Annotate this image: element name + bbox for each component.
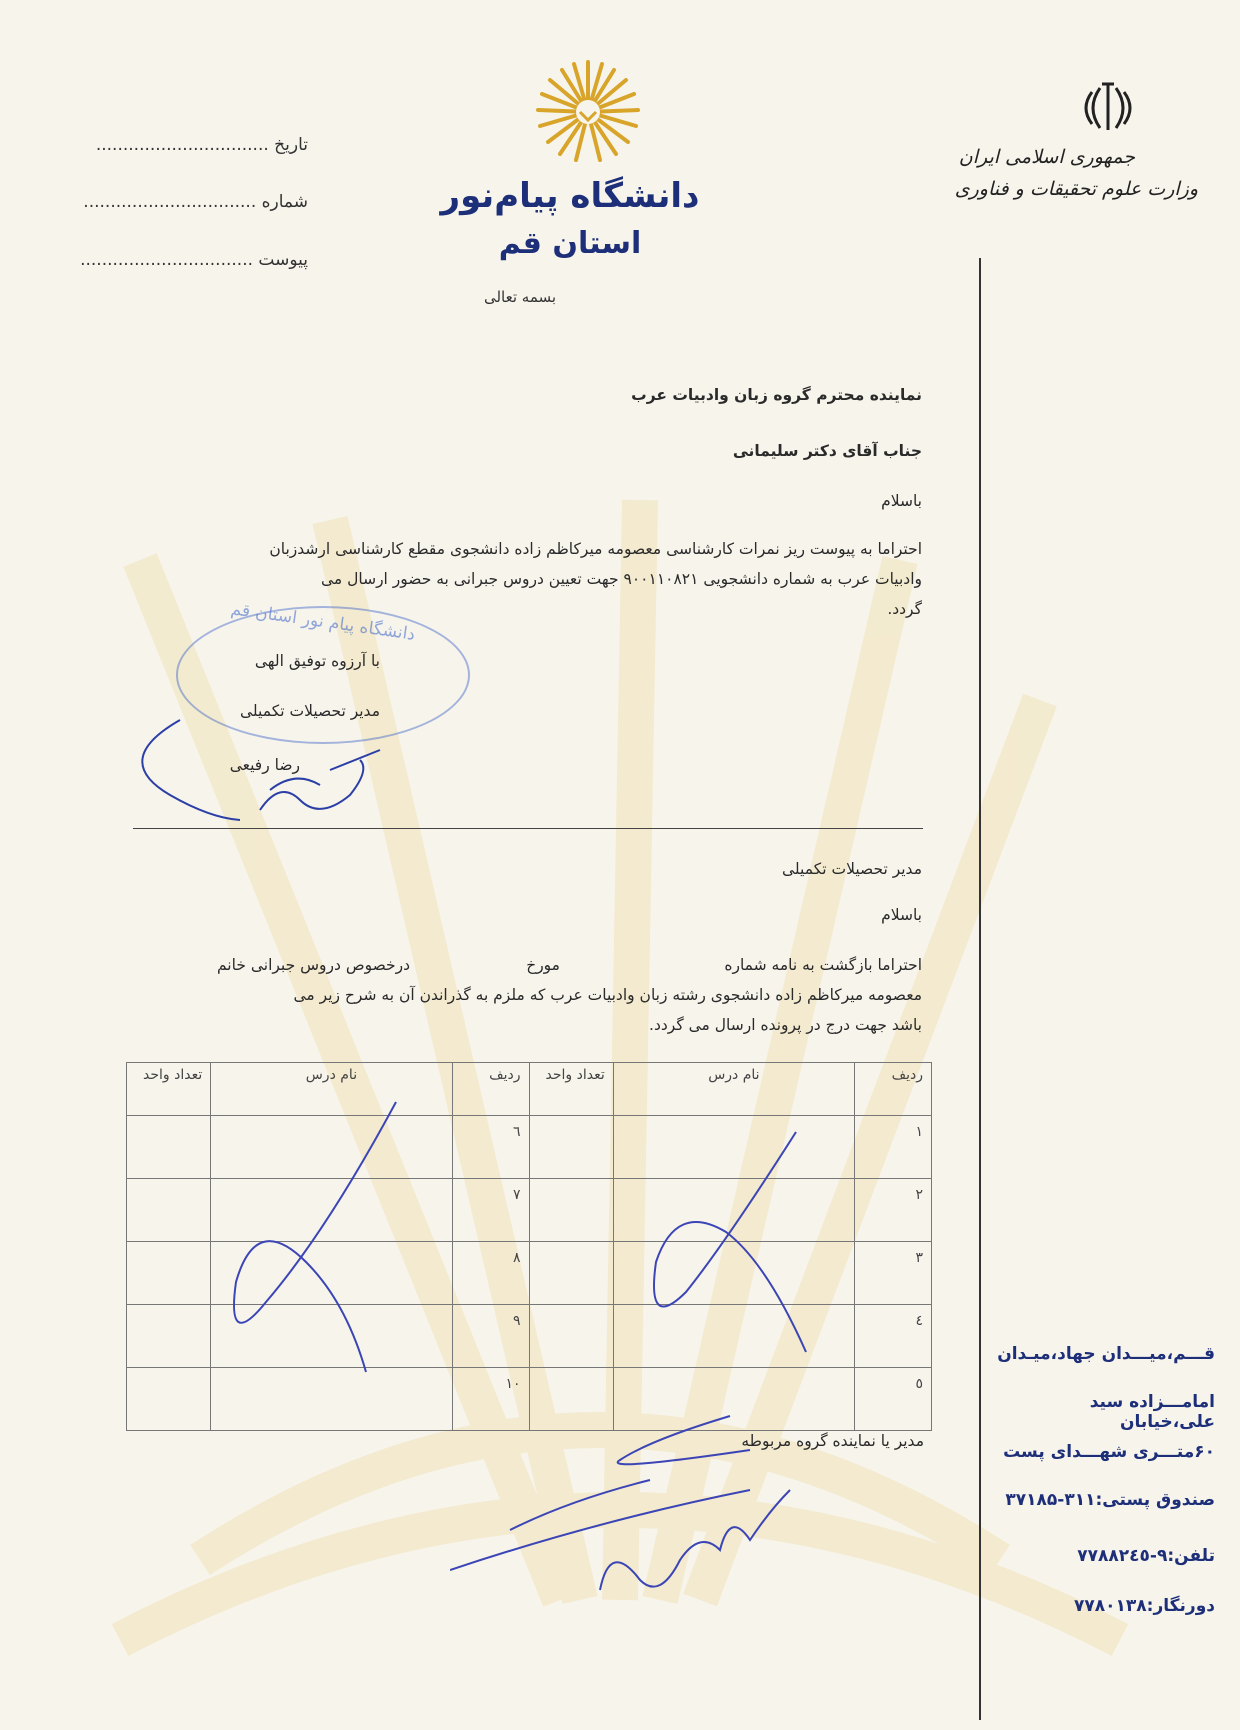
letter1-body-line1: احتراما به پیوست ریز نمرات کارشناسی معصومه میرکاظم زاده دانشجوی مقطع کارشناسی ارشدزبان: [269, 540, 922, 558]
payame-noor-logo-icon: [534, 58, 642, 166]
address-line4: صندوق پستی:۳۱۱-۳۷۱۸۵: [1005, 1490, 1215, 1510]
university-name: دانشگاه پیام‌نور: [440, 176, 700, 216]
section-divider: [133, 828, 923, 829]
row-number: ۲: [855, 1179, 932, 1242]
letter2-line1-b: مورخ: [526, 956, 560, 974]
table-strike-marks: [126, 1062, 932, 1382]
col-course-right: نام درس: [613, 1063, 854, 1116]
col-course-left: نام درس: [211, 1063, 452, 1116]
letter2-line3: باشد جهت درج در پرونده ارسال می گردد.: [649, 1016, 922, 1034]
attachment-label: پیوست: [258, 250, 308, 270]
address-line6: دورنگار:۷۷۸۰۱۳۸: [1074, 1596, 1215, 1616]
date-label: تاریخ: [274, 135, 308, 155]
date-field: [48, 135, 308, 155]
iran-emblem-icon: [1078, 78, 1138, 138]
letter1-signer-name: رضا رفیعی: [229, 756, 300, 774]
emblem-line1: جمهوری اسلامی ایران: [958, 146, 1135, 168]
letter2-line1-a: احتراما بازگشت به نامه شماره: [724, 956, 922, 974]
row-number: ۹: [452, 1305, 529, 1368]
address-line2: امامـــزاده سید علی،خیابان: [1089, 1392, 1215, 1432]
letter1-body-line2: وادبیات عرب به شماره دانشجویی ۹۰۰۱۱۰۸۲۱ جهت تعیین دروس جبرانی به حضور ارسال می: [320, 570, 922, 588]
row-number: ۳: [855, 1242, 932, 1305]
emblem-line2: وزارت علوم تحقیقات و فناوری: [954, 178, 1198, 200]
number-label: شماره: [261, 192, 308, 212]
address-line5: تلفن:۹-۷۷۸۸۲٤٥: [1077, 1546, 1215, 1566]
date-dots: ................................: [95, 135, 269, 155]
number-dots: ................................: [83, 192, 257, 212]
attachment-dots: ................................: [80, 250, 253, 270]
address-line1: قـــم،میـــدان جهاد،میـدان: [997, 1344, 1215, 1364]
bismillah-text: بسمه تعالی: [483, 288, 557, 306]
row-number: ۱۰: [452, 1368, 529, 1431]
row-number: ٦: [452, 1116, 529, 1179]
col-row-right: ردیف: [855, 1063, 932, 1116]
col-units-right: تعداد واحد: [529, 1063, 613, 1116]
letter1-signer-title: مدیر تحصیلات تکمیلی: [240, 702, 380, 720]
number-field: [48, 192, 308, 212]
letter1-signature: [120, 700, 420, 830]
col-units-left: تعداد واحد: [127, 1063, 211, 1116]
letter2-recipient: مدیر تحصیلات تکمیلی: [782, 860, 922, 878]
letter1-body-line3: گردد.: [887, 600, 922, 618]
row-number: ٤: [855, 1305, 932, 1368]
letter1-addressee: جناب آقای دکتر سلیمانی: [732, 442, 922, 460]
margin-divider: [979, 258, 981, 1720]
letter2-signature-label: مدیر یا نماینده گروه مربوطه: [741, 1432, 924, 1450]
row-number: ٥: [855, 1368, 932, 1431]
row-number: ۸: [452, 1242, 529, 1305]
stamp-text: دانشگاه پیام نور استان قم: [229, 599, 417, 645]
row-number: ۷: [452, 1179, 529, 1242]
letter2-signature: [450, 1410, 870, 1610]
address-line3: ۶۰متـــری شهـــدای پست: [1003, 1442, 1215, 1462]
col-row-left: ردیف: [452, 1063, 529, 1116]
attachment-field: [48, 250, 308, 270]
row-number: ۱: [855, 1116, 932, 1179]
province-name: استان قم: [498, 226, 642, 261]
letter1-greeting: باسلام: [881, 492, 922, 510]
letter2-line2: معصومه میرکاظم زاده دانشجوی رشته زبان وادبیات عرب که ملزم به گذراندن آن به شرح زیر می: [293, 986, 922, 1004]
letter1-closing: با آرزوه توفیق الهی: [254, 652, 380, 670]
letter1-recipient: نماینده محترم گروه زبان وادبیات عرب: [631, 386, 922, 404]
letter2-line1-c: درخصوص دروس جبرانی خانم: [216, 956, 410, 974]
letter2-greeting: باسلام: [881, 906, 922, 924]
